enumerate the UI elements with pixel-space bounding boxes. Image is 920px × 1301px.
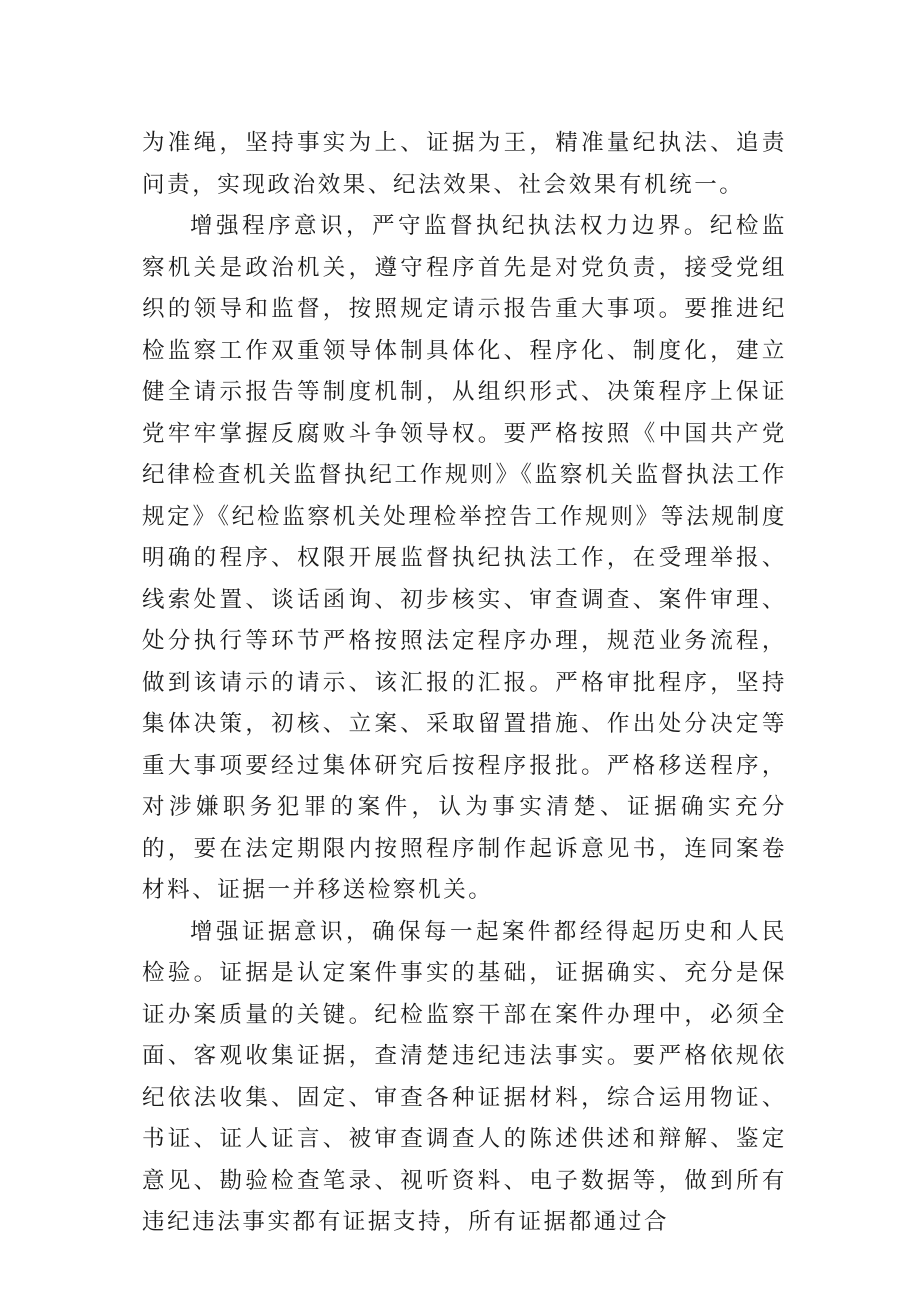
paragraph-1: 为准绳，坚持事实为上、证据为王，精准量纪执法、追责问责，实现政治效果、纪法效果、社会效果有机统一。 bbox=[142, 130, 787, 198]
document-page bbox=[142, 123, 787, 1244]
paragraph-2: 增强程序意识，严守监督执纪执法权力边界。纪检监察机关是政治机关，遵守程序首先是对党负责，接受党组织的领导和监督，按照规定请示报告重大事项。要推进纪检监察工作双重领导体制具体化、程序化、制度化，建立健全请示报告等制度机制，从组织形式、决策程序上保证党牢牢掌握反腐败斗争领导权。要严格按照《中国共产党纪律检查机关监督执纪工作规则》《监察机关监督执法工作规定》《纪检监察机关处理检举控告工作规则》等法规制度明确的程序、权限开展监督执纪执法工作，在受理举报、线索处置、谈话函询、初步核实、审查调查、案件审理、处分执行等环节严格按照法定程序办理，规范业务流程，做到该请示的请示、该汇报的汇报。严格审批程序，坚持集体决策，初核、立案、采取留置措施、作出处分决定等重大事项要经过集体研究后按程序报批。严格移送程序，对涉嫌职务犯罪的案件，认为事实清楚、证据确实充分的，要在法定期限内按照程序制作起诉意见书，连同案卷材料、证据一并移送检察机关。 bbox=[142, 213, 787, 903]
paragraph-3: 增强证据意识，确保每一起案件都经得起历史和人民检验。证据是认定案件事实的基础，证据确实、充分是保证办案质量的关键。纪检监察干部在案件办理中，必须全面、客观收集证据，查清楚违纪违法事实。要严格依规依纪依法收集、固定、审查各种证据材料，综合运用物证、书证、证人证言、被审查调查人的陈述供述和辩解、鉴定意见、勘验检查笔录、视听资料、电子数据等，做到所有违纪违法事实都有证据支持，所有证据都通过合 bbox=[142, 918, 787, 1235]
